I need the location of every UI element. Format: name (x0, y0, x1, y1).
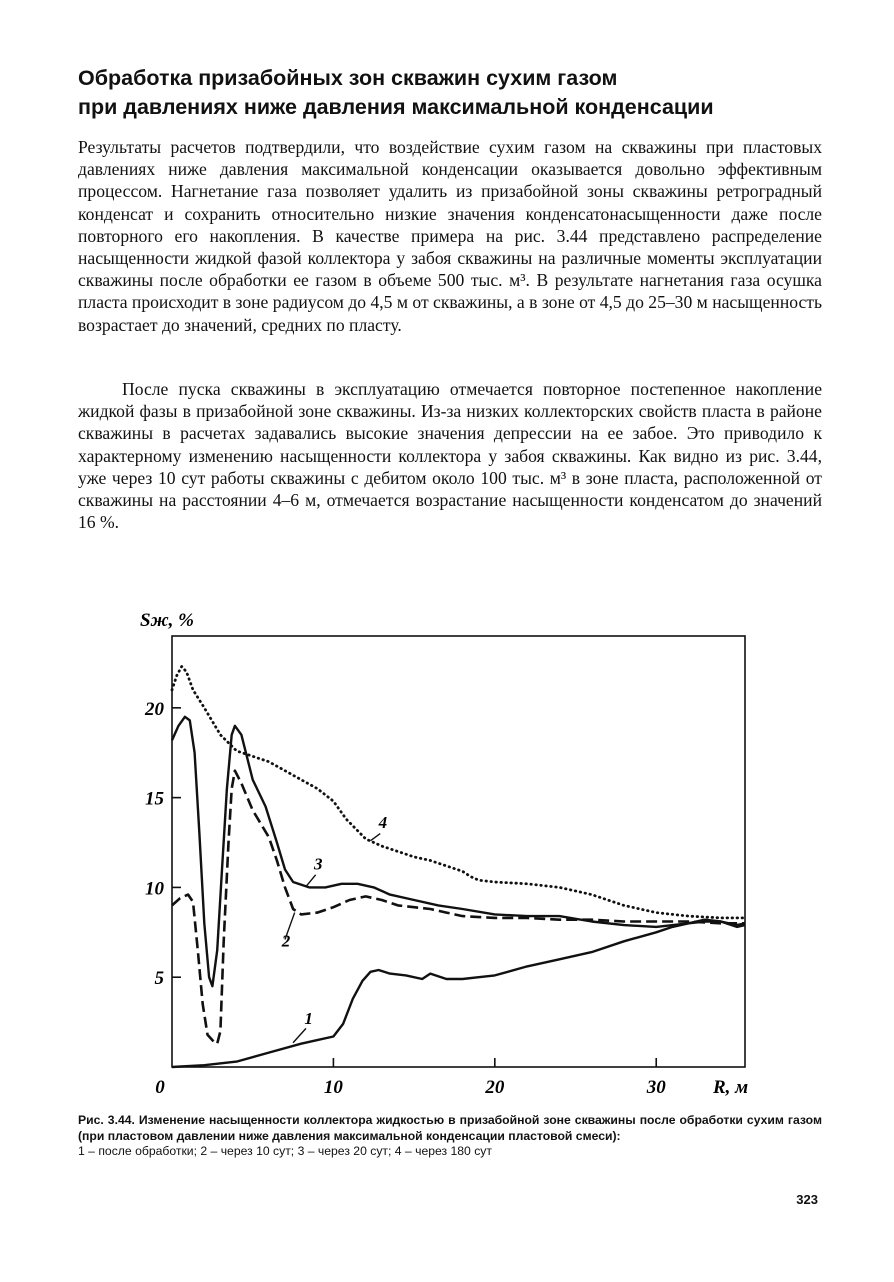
y-tick-label: 15 (145, 788, 164, 810)
chart-labels (281, 813, 387, 1043)
x-tick-label: 20 (485, 1077, 505, 1098)
caption-title: Рис. 3.44. Изменение насыщенности коллектора жидкостью в призабойной зоне скважины после обработки сухим газом (при пластовом давлении ниже давления максимальной конденсации пластовой смеси): (78, 1113, 822, 1143)
heading-line-1: Обработка призабойных зон скважин сухим газом (78, 66, 618, 90)
curve-label-3: 3 (314, 854, 323, 874)
x-tick-label: 10 (323, 1077, 343, 1098)
chart-series (172, 667, 745, 1068)
chart-frame (172, 636, 745, 1067)
curve-label-4: 4 (378, 813, 388, 833)
y-tick-label: 5 (154, 968, 164, 990)
curve-label-1: 1 (304, 1008, 313, 1028)
caption-legend: 1 – после обработки; 2 – через 10 сут; 3 – через 20 сут; 4 – через 180 сут (78, 1144, 492, 1158)
page-number: 323 (796, 1192, 818, 1207)
paragraph-2: После пуска скважины в эксплуатацию отмечается повторное постепенное накопление жидкой фазы в призабойной зоне скважины. Из-за низких коллекторских свойств пласта в районе скважины в расчетах задавались высокие значения депрессии на ее забое. Это приводило к характерному изменению насыщенности коллектора у забоя скважины. Как видно из рис. 3.44, уже через 10 сут работы скважины с дебитом около 100 тыс. м³ в зоне пласта, расположенной от скважины на расстоянии 4–6 м, отмечается возрастание насыщенности конденсатом до значений 16 %. (78, 379, 822, 533)
y-tick-label: 10 (145, 878, 164, 900)
x-tick-label: 0 (155, 1077, 165, 1098)
curve-leader-line (306, 875, 316, 887)
curve-leader-line (293, 1028, 306, 1042)
series-line-1 (172, 922, 745, 1068)
y-axis-label: Sж, % (140, 610, 194, 631)
x-tick-label: 30 (646, 1077, 666, 1098)
chart-ticks (140, 610, 748, 1098)
x-axis-label: R, м (713, 1077, 749, 1098)
y-tick-label: 20 (145, 698, 164, 720)
curve-label-2: 2 (281, 931, 291, 951)
heading-line-2: при давлениях ниже давления максимальной конденсации (78, 95, 714, 119)
figure-caption (78, 1113, 822, 1160)
curve-leader-line (371, 834, 381, 841)
plot-border (172, 636, 745, 1067)
paragraph-1: Результаты расчетов подтвердили, что воздействие сухим газом на скважины при пластовых давлениях ниже давления максимальной конденсации оказывается довольно эффективным процессом. Нагнетание газа позволяет удалить из призабойной зоны скважины ретроградный конденсат и сохранить относительно низкие значения конденсатонасыщенности даже после повторного его накопления. В качестве примера на рис. 3.44 представлено распределение насыщенности жидкой фазой коллектора у забоя скважины на различные моменты эксплуатации скважины после обработки ее газом в объеме 500 тыс. м³. В результате нагнетания газа осушка пласта происходит в зоне радиусом до 4,5 м от скважины, а в зоне от 4,5 до 25–30 м насыщенность возрастает до значений, средних по пласту. (78, 137, 822, 335)
